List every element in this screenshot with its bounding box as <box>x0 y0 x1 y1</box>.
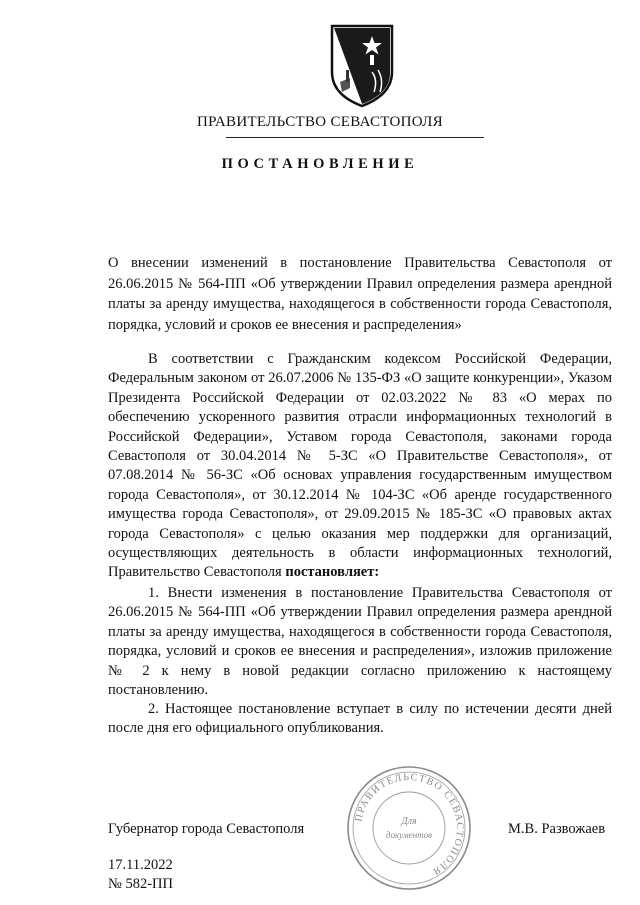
seal-ring-text: ПРАВИТЕЛЬСТВО СЕВАСТОПОЛЯ <box>353 771 466 878</box>
header-divider <box>226 137 484 138</box>
signatory-name: М.В. Развожаев <box>508 821 606 837</box>
organization-title: ПРАВИТЕЛЬСТВО СЕВАСТОПОЛЯ <box>197 114 443 130</box>
seal-center-line-1: Для <box>401 816 417 827</box>
document-type-title: ПОСТАНОВЛЕНИЕ <box>221 156 419 172</box>
decree-item-1: 1. Внести изменения в постановление Правительства Севастополя от 26.06.2015 № 564-ПП «Об утверждении Правил определения размера арендной платы за аренду имущества, находящегося в собственности города Севастополя, порядка, условий и сроков ее внесения и распределения», изложив приложение № 2 к нему в новой редакции согласно приложению к настоящему постановлению. <box>108 585 612 699</box>
document-date: 17.11.2022 <box>108 857 173 873</box>
decree-item-2: 2. Настоящее постановление вступает в силу по истечении десяти дней после дня его официального опубликования. <box>108 701 612 737</box>
signatory-title: Губернатор города Севастополя <box>108 821 305 837</box>
preamble-paragraph <box>108 350 612 583</box>
document-number: № 582-ПП <box>108 876 173 892</box>
preamble-text: В соответствии с Гражданским кодексом Российской Федерации, Федеральным законом от 26.07.2006 № 135-ФЗ «О защите конкуренции», Указом Президента Российской Федерации от 02.03.2022 № 83 «О мерах по обеспечению ускоренного развития отрасли информационных технологий в Российской Федерации», Уставом города Севастополя, законами города Севастополя от 30.04.2014 № 5-ЗС «О Правительстве Севастополя», от 07.08.2014 № 56-ЗС «Об основах управления государственным имуществом города Севастополя», от 30.12.2014 № 104-ЗС «Об аренде государственного имущества города Севастополя», от 29.09.2015 № 185-ЗС «О правовых актах города Севастополя» с целью оказания мер поддержки для организаций, осуществляющих деятельность в области информационных технологий, Правительство Севастополя <box>108 351 612 581</box>
official-seal <box>344 764 474 892</box>
document-subject: О внесении изменений в постановление Правительства Севастополя от 26.06.2015 № 564-ПП «Об утверждении Правил определения размера арендной платы за аренду имущества, находящегося в собственности города Севастополя, порядка, условий и сроков ее внесения и распределения» <box>108 255 612 333</box>
coat-of-arms-emblem <box>328 22 396 108</box>
decides-word: постановляет: <box>285 564 380 581</box>
seal-center-line-2: документов <box>385 830 433 840</box>
